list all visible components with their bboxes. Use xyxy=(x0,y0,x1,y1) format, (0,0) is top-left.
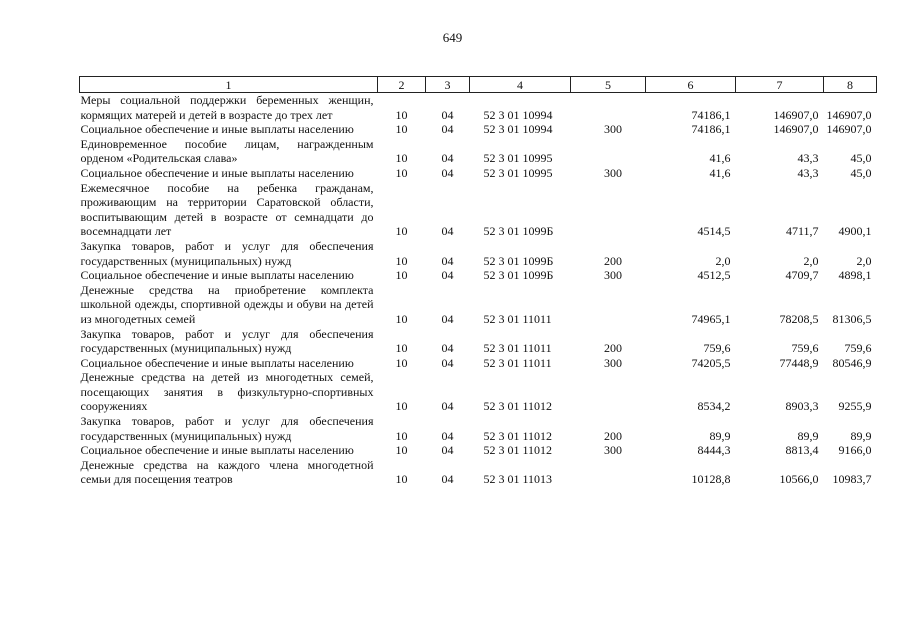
amount-year3-cell: 89,9 xyxy=(850,428,872,443)
table-row xyxy=(80,268,877,283)
table-row xyxy=(80,283,877,327)
expense-type-cell: 300 xyxy=(604,355,622,370)
row-name-cell: Социальное обеспечение и иные выплаты населению xyxy=(80,443,354,458)
subsection-cell: 04 xyxy=(441,355,454,370)
amount-year2-cell: 2,0 xyxy=(803,253,819,268)
expense-type-cell xyxy=(571,458,646,487)
section-cell: 10 xyxy=(395,151,408,166)
amount-year1-cell: 4514,5 xyxy=(697,224,731,239)
target-article-cell: 52 3 01 11011 xyxy=(483,355,552,370)
table-row xyxy=(80,137,877,166)
section-cell: 10 xyxy=(395,122,408,137)
amount-year2-cell: 89,9 xyxy=(797,428,819,443)
subsection-cell: 04 xyxy=(441,311,454,326)
column-header: 6 xyxy=(646,77,736,93)
section-cell: 10 xyxy=(395,107,408,122)
table-row xyxy=(80,370,877,414)
expense-type-cell xyxy=(571,370,646,414)
amount-year3-cell: 759,6 xyxy=(844,341,872,356)
amount-year2-cell: 77448,9 xyxy=(779,355,819,370)
table-row xyxy=(80,458,877,487)
row-name-cell: Единовременное пособие лицам, награжденным орденом «Родительская слава» xyxy=(80,136,374,166)
table-row xyxy=(80,327,877,356)
amount-year3-cell: 10983,7 xyxy=(832,472,872,487)
section-cell: 10 xyxy=(395,165,408,180)
row-name-cell: Закупка товаров, работ и услуг для обеспечения государственных (муниципальных) нужд xyxy=(80,414,374,443)
subsection-cell: 04 xyxy=(441,224,454,239)
amount-year1-cell: 74186,1 xyxy=(691,107,731,122)
row-name-cell: Социальное обеспечение и иные выплаты населению xyxy=(80,165,354,180)
column-header: 1 xyxy=(80,77,378,93)
row-name-cell: Закупка товаров, работ и услуг для обеспечения государственных (муниципальных) нужд xyxy=(80,238,374,268)
row-name-cell: Денежные средства на детей из многодетных семей, посещающих занятия в физкультурно-спортивных сооружениях xyxy=(80,370,374,414)
target-article-cell: 52 3 01 10994 xyxy=(483,107,553,122)
amount-year1-cell: 41,6 xyxy=(709,151,731,166)
amount-year3-cell: 81306,5 xyxy=(832,311,872,326)
target-article-cell: 52 3 01 11012 xyxy=(483,443,553,458)
section-cell: 10 xyxy=(395,311,408,326)
section-cell: 10 xyxy=(395,224,408,239)
amount-year2-cell: 78208,5 xyxy=(779,311,819,326)
column-header: 5 xyxy=(571,77,646,93)
amount-year1-cell: 8534,2 xyxy=(697,399,731,414)
column-header: 3 xyxy=(426,77,470,93)
section-cell: 10 xyxy=(395,253,408,268)
target-article-cell: 52 3 01 11011 xyxy=(483,311,552,326)
expense-type-cell xyxy=(571,137,646,166)
table-row xyxy=(80,414,877,443)
amount-year2-cell: 10566,0 xyxy=(779,472,819,487)
subsection-cell: 04 xyxy=(441,472,454,487)
expense-type-cell xyxy=(571,93,646,123)
expense-type-cell: 300 xyxy=(604,165,622,180)
subsection-cell: 04 xyxy=(441,399,454,414)
amount-year3-cell: 9255,9 xyxy=(838,399,872,414)
amount-year2-cell: 8813,4 xyxy=(785,443,819,458)
row-name-cell: Социальное обеспечение и иные выплаты населению xyxy=(80,268,354,283)
row-name-cell: Закупка товаров, работ и услуг для обеспечения государственных (муниципальных) нужд xyxy=(80,326,374,356)
amount-year3-cell: 146907,0 xyxy=(826,107,872,122)
section-cell: 10 xyxy=(395,355,408,370)
table-row xyxy=(80,181,877,239)
amount-year1-cell: 2,0 xyxy=(715,253,731,268)
table-row xyxy=(80,239,877,268)
section-cell: 10 xyxy=(395,399,408,414)
row-name-cell: Денежные средства на приобретение комплекта школьной одежды, спортивной одежды и обуви на детей из многодетных семей xyxy=(80,282,374,326)
amount-year2-cell: 146907,0 xyxy=(773,122,819,137)
amount-year1-cell: 74965,1 xyxy=(691,311,731,326)
subsection-cell: 04 xyxy=(441,165,454,180)
amount-year3-cell: 4898,1 xyxy=(838,268,872,283)
table-row xyxy=(80,166,877,181)
column-header: 7 xyxy=(736,77,824,93)
amount-year1-cell: 89,9 xyxy=(709,428,731,443)
target-article-cell: 52 3 01 11013 xyxy=(483,472,553,487)
section-cell: 10 xyxy=(395,341,408,356)
target-article-cell: 52 3 01 10994 xyxy=(483,122,553,137)
amount-year3-cell: 2,0 xyxy=(856,253,872,268)
target-article-cell: 52 3 01 10995 xyxy=(483,165,553,180)
amount-year1-cell: 74186,1 xyxy=(691,122,731,137)
expense-type-cell xyxy=(571,181,646,239)
column-header: 8 xyxy=(824,77,877,93)
amount-year1-cell: 74205,5 xyxy=(691,355,731,370)
target-article-cell: 52 3 01 11011 xyxy=(483,341,552,356)
table-row xyxy=(80,93,877,123)
section-cell: 10 xyxy=(395,472,408,487)
subsection-cell: 04 xyxy=(441,443,454,458)
amount-year1-cell: 759,6 xyxy=(703,341,731,356)
expense-type-cell: 300 xyxy=(604,443,622,458)
subsection-cell: 04 xyxy=(441,341,454,356)
subsection-cell: 04 xyxy=(441,268,454,283)
amount-year2-cell: 4711,7 xyxy=(785,224,819,239)
subsection-cell: 04 xyxy=(441,428,454,443)
target-article-cell: 52 3 01 11012 xyxy=(483,399,553,414)
target-article-cell: 52 3 01 10995 xyxy=(483,151,553,166)
table-row xyxy=(80,356,877,371)
amount-year2-cell: 146907,0 xyxy=(773,107,819,122)
column-header: 2 xyxy=(378,77,426,93)
target-article-cell: 52 3 01 1099Б xyxy=(483,224,554,239)
row-name-cell: Ежемесячное пособие на ребенка гражданам, проживающим на территории Саратовской области, воспитывающим детей в возрасте от семнадцати до восемнадцати лет xyxy=(80,180,374,239)
section-cell: 10 xyxy=(395,443,408,458)
amount-year3-cell: 45,0 xyxy=(850,151,872,166)
amount-year3-cell: 146907,0 xyxy=(826,122,872,137)
row-name-cell: Социальное обеспечение и иные выплаты населению xyxy=(80,122,354,137)
row-name-cell: Меры социальной поддержки беременных женщин, кормящих матерей и детей в возрасте до трех лет xyxy=(80,93,374,122)
table-body xyxy=(80,93,877,488)
column-header: 4 xyxy=(470,77,571,93)
amount-year1-cell: 41,6 xyxy=(709,165,731,180)
expense-type-cell: 300 xyxy=(604,122,622,137)
subsection-cell: 04 xyxy=(441,151,454,166)
row-name-cell: Социальное обеспечение и иные выплаты населению xyxy=(80,355,354,370)
amount-year3-cell: 45,0 xyxy=(850,165,872,180)
amount-year2-cell: 759,6 xyxy=(791,341,819,356)
target-article-cell: 52 3 01 11012 xyxy=(483,428,553,443)
table-row xyxy=(80,443,877,458)
section-cell: 10 xyxy=(395,268,408,283)
amount-year1-cell: 10128,8 xyxy=(691,472,731,487)
target-article-cell: 52 3 01 1099Б xyxy=(483,268,554,283)
table-row xyxy=(80,122,877,137)
amount-year1-cell: 4512,5 xyxy=(697,268,731,283)
subsection-cell: 04 xyxy=(441,122,454,137)
amount-year3-cell: 4900,1 xyxy=(838,224,872,239)
amount-year1-cell: 8444,3 xyxy=(697,443,731,458)
expense-type-cell: 200 xyxy=(604,341,622,356)
amount-year2-cell: 43,3 xyxy=(797,151,819,166)
header-row xyxy=(80,77,877,93)
expense-type-cell: 200 xyxy=(604,253,622,268)
amount-year2-cell: 43,3 xyxy=(797,165,819,180)
amount-year2-cell: 4709,7 xyxy=(785,268,819,283)
subsection-cell: 04 xyxy=(441,253,454,268)
row-name-cell: Денежные средства на каждого члена многодетной семьи для посещения театров xyxy=(80,457,374,487)
amount-year3-cell: 9166,0 xyxy=(838,443,872,458)
expense-type-cell: 300 xyxy=(604,268,622,283)
amount-year3-cell: 80546,9 xyxy=(832,355,872,370)
amount-year2-cell: 8903,3 xyxy=(785,399,819,414)
target-article-cell: 52 3 01 1099Б xyxy=(483,253,554,268)
expense-type-cell: 200 xyxy=(604,428,622,443)
subsection-cell: 04 xyxy=(441,107,454,122)
budget-table xyxy=(79,76,877,487)
page-number: 649 xyxy=(442,30,463,45)
expense-type-cell xyxy=(571,283,646,327)
section-cell: 10 xyxy=(395,428,408,443)
